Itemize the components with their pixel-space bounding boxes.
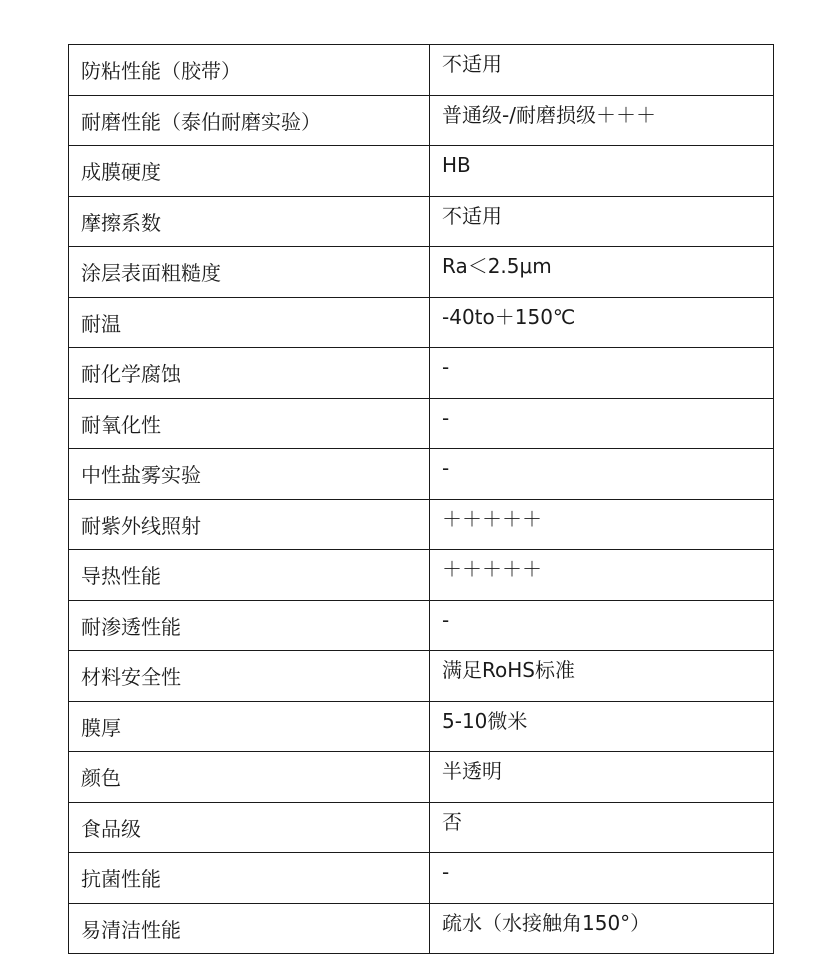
table-row bbox=[69, 499, 774, 550]
value-cell: 否 bbox=[430, 802, 774, 853]
value-cell: Ra＜2.5μm bbox=[430, 247, 774, 298]
table-row bbox=[69, 45, 774, 96]
value-cell: - bbox=[430, 348, 774, 399]
table-row bbox=[69, 146, 774, 197]
table-row bbox=[69, 550, 774, 601]
property-cell: 耐紫外线照射 bbox=[69, 499, 430, 550]
table-row bbox=[69, 903, 774, 954]
value-cell: - bbox=[430, 600, 774, 651]
value-cell: 不适用 bbox=[430, 45, 774, 96]
property-cell: 颜色 bbox=[69, 752, 430, 803]
value-cell: 满足RoHS标准 bbox=[430, 651, 774, 702]
table-row bbox=[69, 449, 774, 500]
value-cell: - bbox=[430, 449, 774, 500]
property-cell: 中性盐雾实验 bbox=[69, 449, 430, 500]
property-cell: 涂层表面粗糙度 bbox=[69, 247, 430, 298]
property-cell: 耐渗透性能 bbox=[69, 600, 430, 651]
spec-table bbox=[68, 44, 774, 954]
property-cell: 食品级 bbox=[69, 802, 430, 853]
value-cell: ＋＋＋＋＋ bbox=[430, 499, 774, 550]
property-cell: 耐化学腐蚀 bbox=[69, 348, 430, 399]
table-row bbox=[69, 600, 774, 651]
value-cell: 5-10微米 bbox=[430, 701, 774, 752]
table-row bbox=[69, 95, 774, 146]
value-cell: 疏水（水接触角150°） bbox=[430, 903, 774, 954]
table-row bbox=[69, 802, 774, 853]
property-cell: 耐磨性能（泰伯耐磨实验） bbox=[69, 95, 430, 146]
table-row bbox=[69, 752, 774, 803]
table-row bbox=[69, 196, 774, 247]
property-cell: 导热性能 bbox=[69, 550, 430, 601]
property-cell: 耐温 bbox=[69, 297, 430, 348]
property-cell: 摩擦系数 bbox=[69, 196, 430, 247]
property-cell: 成膜硬度 bbox=[69, 146, 430, 197]
value-cell: -40to＋150℃ bbox=[430, 297, 774, 348]
property-cell: 易清洁性能 bbox=[69, 903, 430, 954]
property-cell: 抗菌性能 bbox=[69, 853, 430, 904]
table-row bbox=[69, 398, 774, 449]
value-cell: - bbox=[430, 853, 774, 904]
table-row bbox=[69, 348, 774, 399]
property-cell: 防粘性能（胶带） bbox=[69, 45, 430, 96]
value-cell: 不适用 bbox=[430, 196, 774, 247]
table-row bbox=[69, 297, 774, 348]
property-cell: 膜厚 bbox=[69, 701, 430, 752]
table-row bbox=[69, 247, 774, 298]
table-row bbox=[69, 853, 774, 904]
property-cell: 耐氧化性 bbox=[69, 398, 430, 449]
table-row bbox=[69, 701, 774, 752]
spec-table-body bbox=[69, 45, 774, 954]
table-row bbox=[69, 651, 774, 702]
value-cell: ＋＋＋＋＋ bbox=[430, 550, 774, 601]
value-cell: 普通级-/耐磨损级＋＋＋ bbox=[430, 95, 774, 146]
property-cell: 材料安全性 bbox=[69, 651, 430, 702]
value-cell: 半透明 bbox=[430, 752, 774, 803]
value-cell: HB bbox=[430, 146, 774, 197]
value-cell: - bbox=[430, 398, 774, 449]
